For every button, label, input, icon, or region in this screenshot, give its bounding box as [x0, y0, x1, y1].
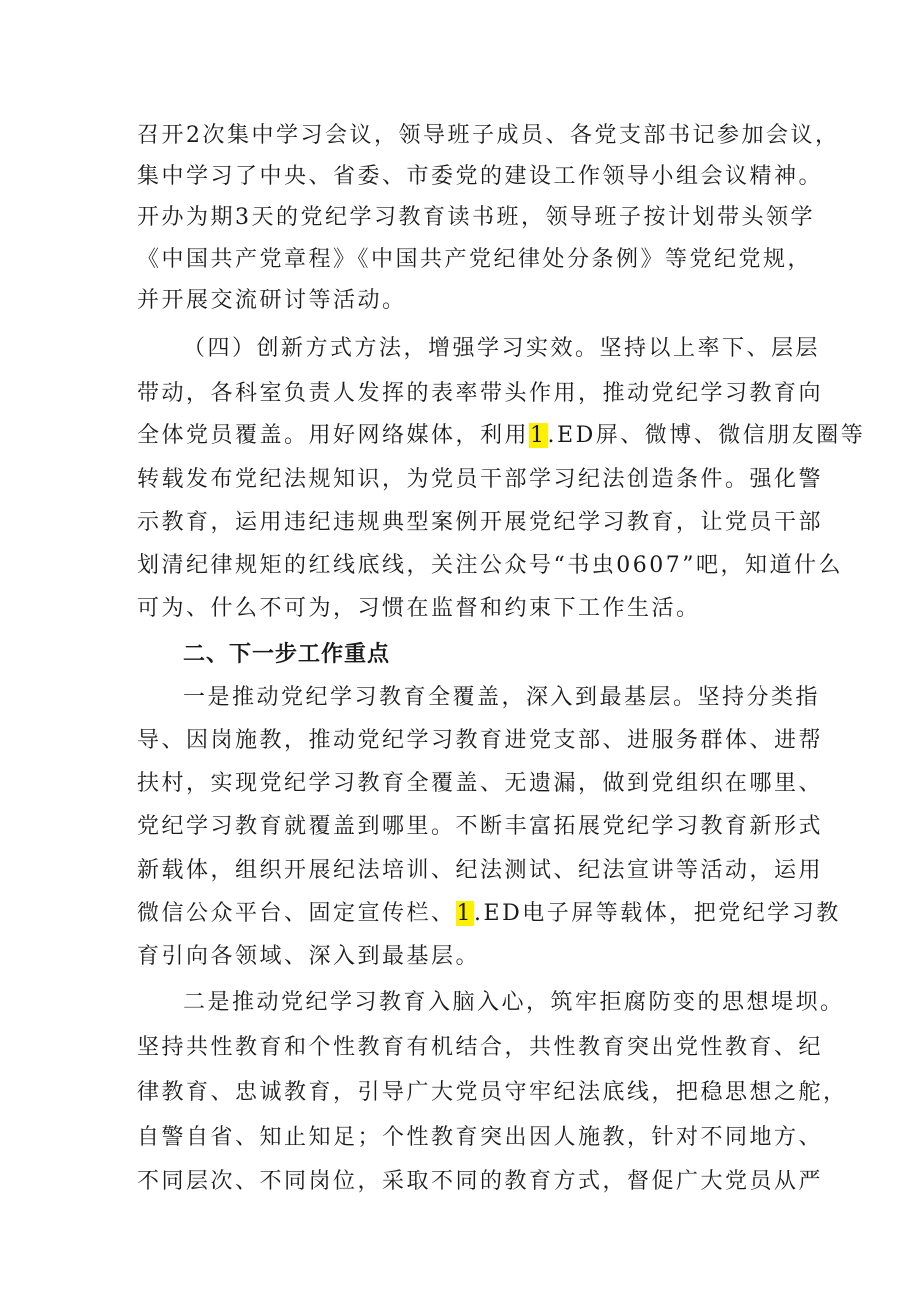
paragraph-line: 一是推动党纪学习教育全覆盖，深入到最基层。坚持分类指 [183, 685, 821, 710]
paragraph-line: 育引向各领域、深入到最基层。 [137, 944, 481, 969]
paragraph-line: （四）创新方式方法，增强学习实效。坚持以上率下、层层 [183, 336, 821, 361]
paragraph-line: 集中学习了中央、省委、市委党的建设工作领导小组会议精神。 [137, 164, 824, 189]
paragraph-line: 律教育、忠诚教育，引导广大党员守牢纪法底线，把稳思想之舵， [137, 1080, 848, 1105]
paragraph-line: 划清纪律规矩的红线底线，关注公众号“书虫0607”吧，知道什么 [137, 553, 843, 578]
paragraph-line: 转载发布党纪法规知识，为党员干部学习纪法创造条件。强化警 [137, 467, 824, 492]
paragraph-line: 开办为期3天的党纪学习教育读书班，领导班子按计划带头领学 [137, 205, 815, 230]
paragraph-line: 带动，各科室负责人发挥的表率带头作用，推动党纪学习教育向 [137, 381, 824, 406]
paragraph-line: 二是推动党纪学习教育入脑入心，筑牢拒腐防变的思想堤坝。 [183, 990, 845, 1015]
paragraph-line [137, 418, 866, 454]
text-segment: .ED电子屏等载体，把党纪学习教 [474, 901, 841, 926]
paragraph-line: 党纪学习教育就覆盖到哪里。不断丰富拓展党纪学习教育新形式 [137, 814, 824, 839]
paragraph-line: 示教育，运用违纪违规典型案例开展党纪学习教育，让党员干部 [137, 510, 824, 535]
paragraph-line: 导、因岗施教，推动党纪学习教育进党支部、进服务群体、进帮 [137, 728, 824, 753]
paragraph-line: 并开展交流研讨等活动。 [137, 288, 407, 313]
highlighted-text: 1 [530, 423, 547, 448]
paragraph-line: 坚持共性教育和个性教育有机结合，共性教育突出党性教育、纪 [137, 1035, 824, 1060]
paragraph-line: 召开2次集中学习会议，领导班子成员、各党支部书记参加会议， [137, 123, 840, 148]
paragraph-line: 不同层次、不同岗位，采取不同的教育方式，督促广大党员从严 [137, 1169, 824, 1194]
paragraph-line: 《中国共产党章程》《中国共产党纪律处分条例》等党纪党规， [137, 247, 813, 272]
paragraph-line: 新载体，组织开展纪法培训、纪法测试、纪法宣讲等活动，运用 [137, 858, 824, 883]
paragraph-line: 自警自省、知止知足；个性教育突出因人施教，针对不同地方、 [137, 1125, 824, 1150]
paragraph-line [137, 896, 841, 932]
text-segment: 全体党员覆盖。用好网络媒体，利用 [137, 423, 530, 448]
section-heading: 二、下一步工作重点 [183, 642, 391, 667]
text-segment: 微信公众平台、固定宣传栏、 [137, 901, 456, 926]
paragraph-line: 扶村，实现党纪学习教育全覆盖、无遗漏，做到党组织在哪里、 [137, 771, 824, 796]
paragraph-line: 可为、什么不可为，习惯在监督和约束下工作生活。 [137, 596, 701, 621]
highlighted-text: 1 [456, 901, 474, 926]
text-segment: .ED屏、微博、微信朋友圈等 [547, 423, 866, 448]
